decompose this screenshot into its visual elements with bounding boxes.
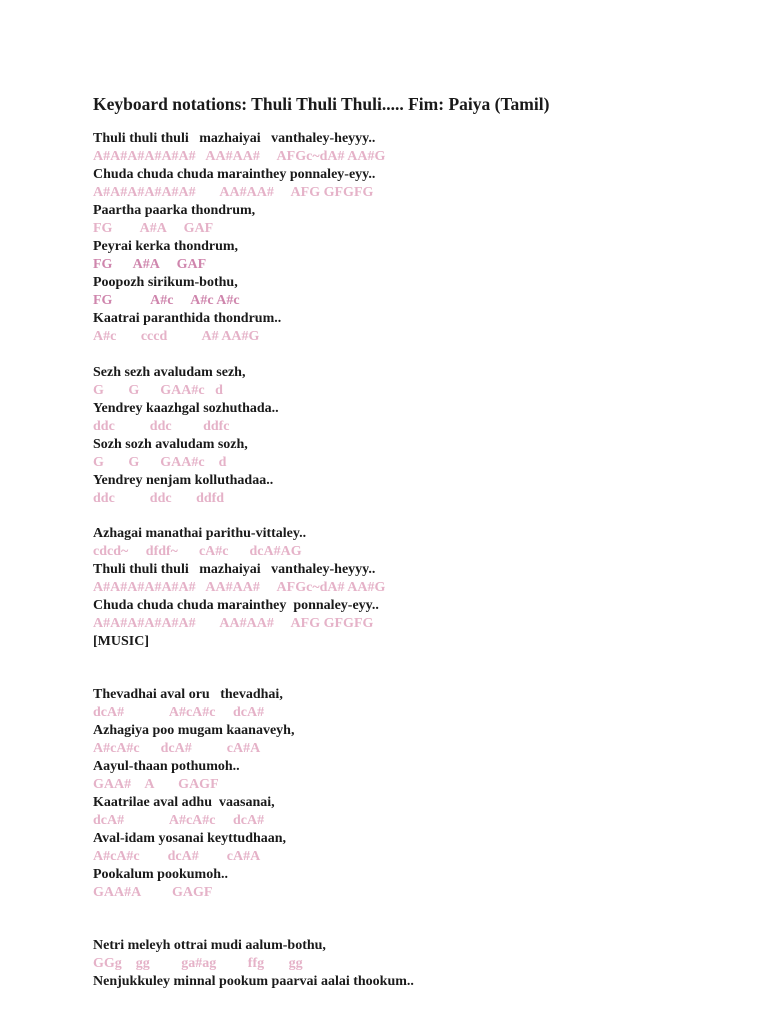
lyric-line: Thevadhai aval oru thevadhai,	[93, 687, 283, 702]
lyric-line: Netri meleyh ottrai mudi aalum-bothu,	[93, 938, 326, 953]
lyric-line: Kaatrai paranthida thondrum..	[93, 311, 282, 326]
notation-line: A#A#A#A#A#A# AA#AA# AFGc~dA# AA#G	[93, 580, 386, 595]
lyric-line: Azhagai manathai parithu-vittaley..	[93, 526, 307, 541]
document-page	[93, 93, 753, 991]
lyric-line: Poopozh sirikum-bothu,	[93, 275, 238, 290]
notation-line: FG A#A GAF	[93, 257, 207, 272]
notation-line: dcA# A#cA#c dcA#	[93, 813, 265, 828]
notation-line: G G GAA#c d	[93, 382, 223, 398]
lyric-line: Kaatrilae aval adhu vaasanai,	[93, 795, 275, 810]
notation-line: GGg gg ga#ag ffg gg	[93, 956, 303, 971]
notation-line: A#A#A#A#A#A# AA#AA# AFG GFGFG	[93, 616, 374, 631]
notation-line: GAA# A GAGF	[93, 777, 219, 792]
lyric-line: Yendrey kaazhgal sozhuthada..	[93, 400, 279, 416]
notation-line: dcA# A#cA#c dcA#	[93, 705, 265, 720]
notation-line: FG A#A GAF	[93, 221, 214, 236]
lyric-line: Paartha paarka thondrum,	[93, 203, 256, 218]
chorus-block	[93, 525, 753, 651]
block-spacer	[93, 508, 753, 526]
notation-line: GAA#A GAGF	[93, 885, 213, 900]
verse-block	[93, 130, 753, 346]
lyric-line: Pookalum pookumoh..	[93, 867, 228, 882]
notation-line: A#A#A#A#A#A# AA#AA# AFGc~dA# AA#G	[93, 149, 386, 164]
document-title: Keyboard notations: Thuli Thuli Thuli..... Fim: Paiya (Tamil)	[93, 94, 550, 114]
notation-line: G G GAA#c d	[93, 454, 227, 470]
lyric-line: Nenjukkuley minnal pookum paarvai aalai thookum..	[93, 974, 414, 989]
lyric-line: Thuli thuli thuli mazhaiyai vanthaley-heyyy..	[93, 131, 376, 146]
verse-block	[93, 937, 753, 991]
lyric-line: Aayul-thaan pothumoh..	[93, 759, 240, 774]
block-spacer	[93, 902, 753, 937]
notation-line: A#A#A#A#A#A# AA#AA# AFG GFGFG	[93, 185, 374, 200]
music-marker: [MUSIC]	[93, 634, 149, 649]
lyric-line: Chuda chuda chuda marainthey ponnaley-eyy..	[93, 598, 379, 613]
notation-line: ddc ddc ddfd	[93, 490, 225, 506]
notation-line: A#c cccd A# AA#G	[93, 329, 260, 344]
notation-line: A#cA#c dcA# cA#A	[93, 849, 261, 864]
notation-line: FG A#c A#c A#c	[93, 293, 240, 308]
notation-line: A#cA#c dcA# cA#A	[93, 741, 261, 756]
notation-line: ddc ddc ddfc	[93, 418, 230, 434]
lyric-line: Chuda chuda chuda marainthey ponnaley-eyy..	[93, 167, 376, 182]
verse-block	[93, 686, 753, 902]
verse-block	[93, 364, 753, 508]
notation-line: cdcd~ dfdf~ cA#c dcA#AG	[93, 544, 302, 559]
lyric-line: Sezh sezh avaludam sezh,	[93, 364, 246, 380]
lyric-line: Yendrey nenjam kolluthadaa..	[93, 472, 274, 488]
lyric-line: Sozh sozh avaludam sozh,	[93, 436, 248, 452]
lyric-line: Thuli thuli thuli mazhaiyai vanthaley-heyyy..	[93, 562, 376, 577]
block-spacer	[93, 346, 753, 364]
lyric-line: Peyrai kerka thondrum,	[93, 239, 239, 254]
lyric-line: Aval-idam yosanai keyttudhaan,	[93, 831, 287, 846]
lyric-line: Azhagiya poo mugam kaanaveyh,	[93, 723, 295, 738]
block-spacer	[93, 651, 753, 686]
